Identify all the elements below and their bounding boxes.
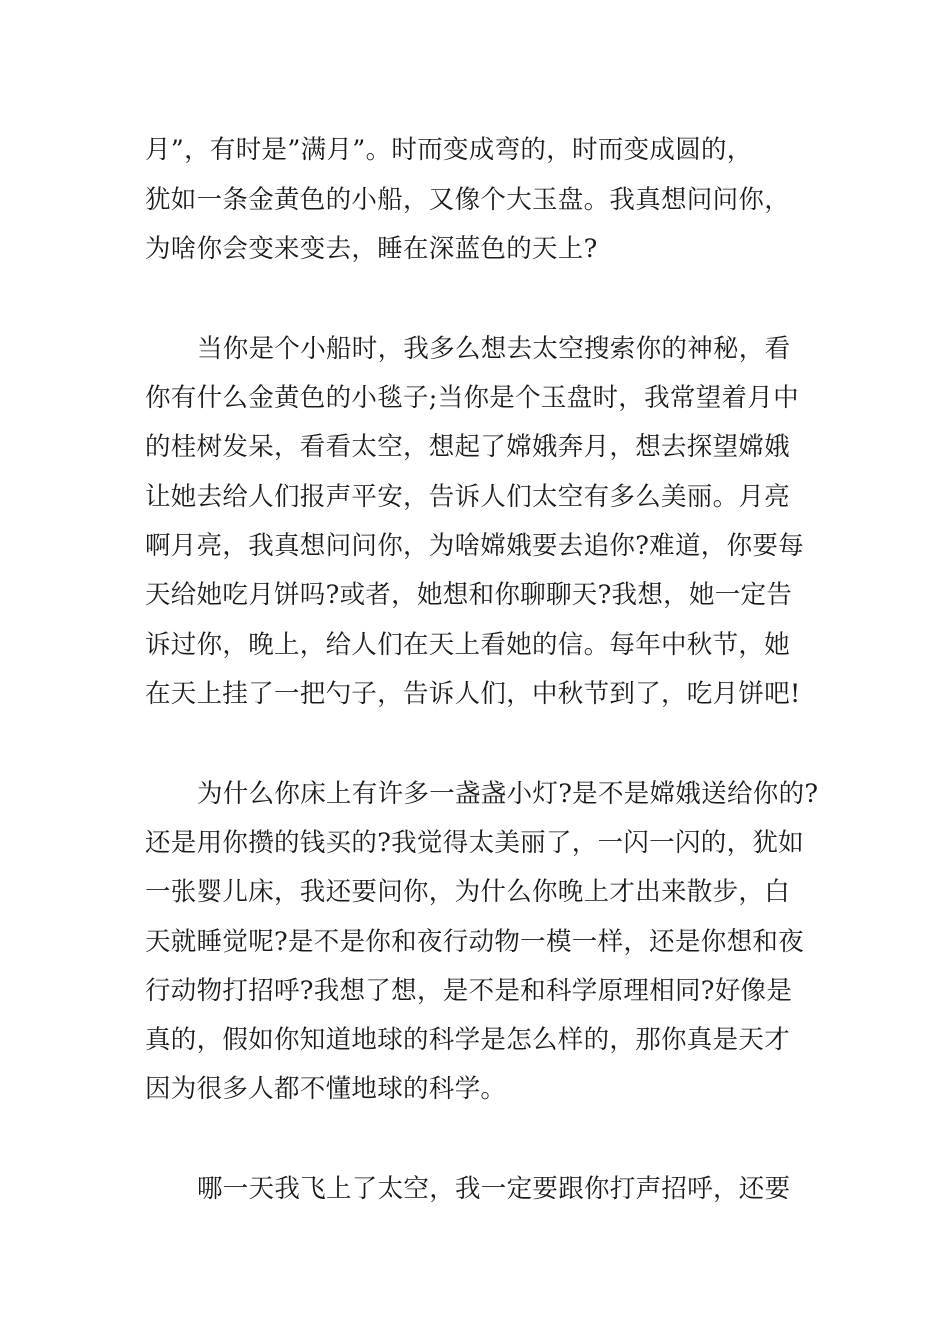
- text-line: 诉过你，晚上，给人们在天上看她的信。每年中秋节，她: [145, 630, 791, 660]
- text-line: 还是用你攒的钱买的?我觉得太美丽了，一闪一闪的，犹如: [145, 828, 804, 858]
- text-line: 为什么你床上有许多一盏盏小灯?是不是嫦娥送给你的?: [197, 779, 819, 809]
- text-line: 当你是个小船时，我多么想去太空搜索你的神秘，看: [197, 334, 791, 364]
- text-line: 哪一天我飞上了太空，我一定要跟你打声招呼，还要: [197, 1174, 791, 1204]
- text-line: 为啥你会变来变去，睡在深蓝色的天上?: [145, 234, 598, 264]
- text-line: 你有什么金黄色的小毯子;当你是个玉盘时，我常望着月中: [145, 383, 799, 413]
- text-line: 因为很多人都不懂地球的科学。: [145, 1074, 507, 1104]
- text-line: 让她去给人们报声平安，告诉人们太空有多么美丽。月亮: [145, 482, 791, 512]
- text-line: 的桂树发呆，看看太空，想起了嫦娥奔月，想去探望嫦娥: [145, 432, 791, 462]
- text-line: 一张婴儿床，我还要问你，为什么你晚上才出来散步，白: [145, 877, 791, 907]
- text-line: 真的，假如你知道地球的科学是怎么样的，那你真是天才: [145, 1025, 791, 1055]
- text-line: 行动物打招呼?我想了想，是不是和科学原理相同?好像是: [145, 976, 793, 1006]
- text-line: 啊月亮，我真想问问你，为啥嫦娥要去追你?难道，你要每: [145, 531, 804, 561]
- text-line: 犹如一条金黄色的小船，又像个大玉盘。我真想问问你，: [145, 185, 791, 215]
- text-line: 在天上挂了一把勺子，告诉人们，中秋节到了，吃月饼吧!: [145, 679, 801, 709]
- text-line: 天就睡觉呢?是不是你和夜行动物一模一样，还是你想和夜: [145, 927, 804, 957]
- text-line: 月”，有时是”满月”。时而变成弯的，时而变成圆的，: [145, 135, 753, 165]
- text-line: 天给她吃月饼吗?或者，她想和你聊聊天?我想，她一定告: [145, 580, 793, 610]
